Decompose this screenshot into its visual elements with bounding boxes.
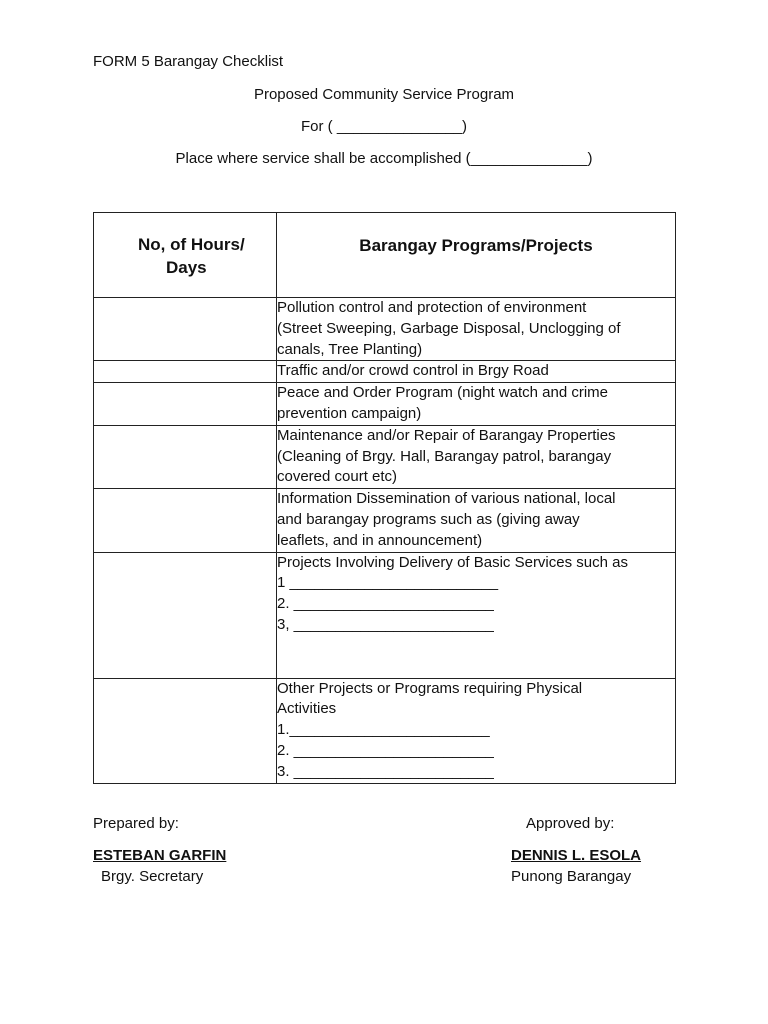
document-title: Proposed Community Service Program [253,86,515,103]
program-cell [277,678,676,783]
hours-cell[interactable] [94,552,277,678]
hours-cell[interactable] [94,298,277,361]
hours-cell[interactable] [94,361,277,383]
table-row [94,552,676,678]
table-row [94,361,676,383]
hours-header-line1: No, of Hours/ [138,235,245,254]
programs-header-label: Barangay Programs/Projects [359,236,593,255]
program-text-line: Traffic and/or crowd control in Brgy Road [277,362,549,380]
hours-column-header [94,213,277,298]
approved-by-label: Approved by: [526,815,615,832]
place-line: Place where service shall be accomplished (______________) [175,150,593,167]
program-text-line: 2. ________________________ [277,595,494,613]
prepared-by-title: Brgy. Secretary [101,868,204,885]
program-text-line: 3, ________________________ [277,615,494,633]
program-text-line: canals, Tree Planting) [277,340,423,358]
program-cell [277,425,676,488]
program-text-line: Other Projects or Programs requiring Physical [277,679,583,697]
programs-column-header [277,213,676,298]
hours-cell[interactable] [94,678,277,783]
program-text-line: Maintenance and/or Repair of Barangay Properties [277,426,616,444]
hours-cell[interactable] [94,425,277,488]
approved-by-name: DENNIS L. ESOLA [511,847,642,864]
hours-cell[interactable] [94,489,277,552]
table-header-row [94,213,676,298]
program-text-line: Projects Involving Delivery of Basic Services such as [277,553,628,571]
table-row [94,678,676,783]
program-table [93,212,676,784]
program-cell [277,361,676,383]
program-cell [277,383,676,426]
program-cell [277,552,676,678]
for-line: For ( _______________) [301,118,467,135]
program-text-line: leaflets, and in announcement) [277,531,483,549]
program-cell [277,298,676,361]
hours-cell[interactable] [94,383,277,426]
program-text-line: Activities [277,700,337,718]
prepared-by-name: ESTEBAN GARFIN [93,847,227,864]
program-text-line: Peace and Order Program (night watch and crime [277,384,608,402]
program-cell [277,489,676,552]
program-text-line: (Street Sweeping, Garbage Disposal, Unclogging of [277,319,621,337]
program-text-line: 1.________________________ [277,721,490,739]
table-row [94,298,676,361]
program-text-line: Information Dissemination of various national, local [277,490,616,508]
program-text-line: (Cleaning of Brgy. Hall, Barangay patrol, barangay [277,447,612,465]
program-text-line: and barangay programs such as (giving away [277,510,580,528]
program-text-line: 3. ________________________ [277,762,494,780]
program-text-line: prevention campaign) [277,404,422,422]
program-text-line: covered court etc) [277,468,398,486]
prepared-by-label: Prepared by: [93,815,179,832]
program-text-line: 2. ________________________ [277,741,494,759]
approved-by-title: Punong Barangay [511,868,632,885]
table-row [94,425,676,488]
program-text-line: Pollution control and protection of environment [277,299,587,316]
form-id: FORM 5 Barangay Checklist [93,53,284,70]
hours-header-line2: Days [166,258,207,277]
table-row [94,489,676,552]
table-row [94,383,676,426]
program-text-line: 1 _________________________ [277,574,499,592]
